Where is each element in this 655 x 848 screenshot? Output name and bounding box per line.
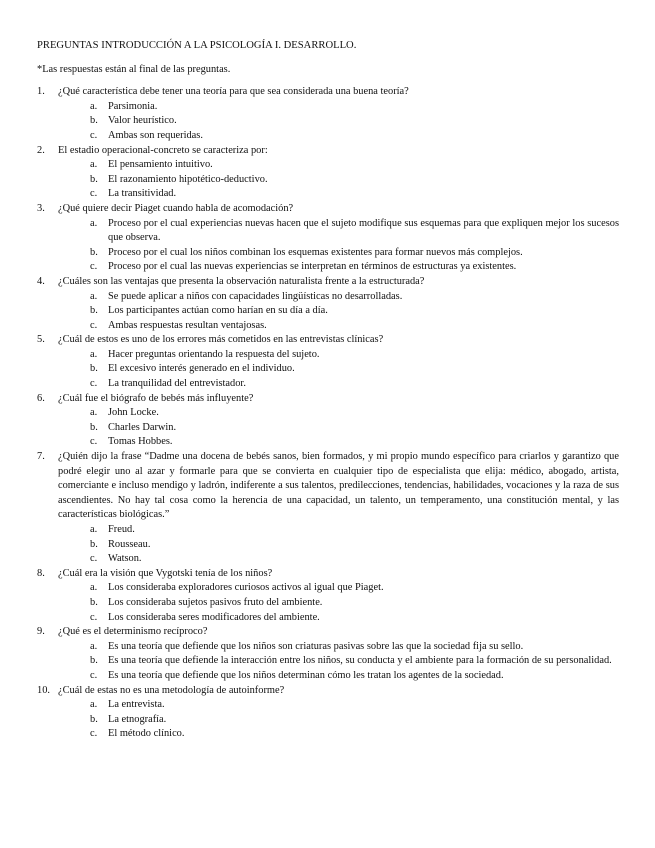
option-text: Los participantes actúan como harían en su día a día. xyxy=(108,305,328,317)
answer-option xyxy=(90,173,619,188)
answer-option xyxy=(90,406,619,421)
question-item xyxy=(37,567,619,625)
question-number: 2. xyxy=(37,144,45,156)
option-letter: a. xyxy=(90,159,98,171)
option-letter: c. xyxy=(90,611,98,623)
option-text: Los consideraba exploradores curiosos activos al igual que Piaget. xyxy=(108,582,384,594)
option-letter: a. xyxy=(90,407,98,419)
answer-option xyxy=(90,260,619,275)
answer-option xyxy=(90,435,619,450)
option-text: El pensamiento intuitivo. xyxy=(108,159,213,171)
answer-option xyxy=(90,669,619,684)
question-item xyxy=(37,392,619,450)
option-letter: b. xyxy=(90,246,98,258)
option-letter: b. xyxy=(90,363,98,375)
answer-option xyxy=(90,421,619,436)
question-item xyxy=(37,275,619,333)
option-letter: a. xyxy=(90,582,98,594)
option-text: La tranquilidad del entrevistador. xyxy=(108,378,246,390)
answer-option xyxy=(90,187,619,202)
option-letter: b. xyxy=(90,115,98,127)
question-item xyxy=(37,625,619,683)
option-letter: c. xyxy=(90,728,98,740)
option-text: Parsimonia. xyxy=(108,100,158,112)
option-letter: a. xyxy=(90,348,98,360)
answer-option xyxy=(90,217,619,246)
option-list xyxy=(58,348,619,392)
question-text: ¿Cuáles son las ventajas que presenta la observación naturalista frente a la estructurada? xyxy=(58,275,425,287)
question-text: ¿Cuál era la visión que Vygotski tenía de los niños? xyxy=(58,567,273,579)
option-letter: c. xyxy=(90,669,98,681)
option-text: Watson. xyxy=(108,553,142,565)
option-list xyxy=(58,523,619,567)
question-list xyxy=(37,85,619,742)
option-text: El razonamiento hipotético-deductivo. xyxy=(108,173,268,185)
option-text: Ambas son requeridas. xyxy=(108,129,203,141)
option-text: Ambas respuestas resultan ventajosas. xyxy=(108,319,267,331)
answer-option xyxy=(90,538,619,553)
option-text: Es una teoría que defiende la interacción entre los niños, su conducta y el ambiente para la formación de su personalidad. xyxy=(108,655,612,667)
question-number: 8. xyxy=(37,567,45,579)
option-letter: b. xyxy=(90,305,98,317)
option-list xyxy=(58,581,619,625)
answer-option xyxy=(90,114,619,129)
option-text: Es una teoría que defiende que los niños son criaturas pasivas sobre las que la sociedad fija su sello. xyxy=(108,640,524,652)
option-letter: b. xyxy=(90,173,98,185)
answer-option xyxy=(90,158,619,173)
question-number: 3. xyxy=(37,202,45,214)
option-text: Proceso por el cual los niños combinan los esquemas existentes para formar nuevos más complejos. xyxy=(108,246,523,258)
answer-option xyxy=(90,713,619,728)
answer-option xyxy=(90,319,619,334)
option-text: Hacer preguntas orientando la respuesta del sujeto. xyxy=(108,348,320,360)
document-title: PREGUNTAS INTRODUCCIÓN A LA PSICOLOGÍA I. DESARROLLO. xyxy=(37,40,357,51)
question-number: 4. xyxy=(37,275,45,287)
answer-option xyxy=(90,129,619,144)
answer-option xyxy=(90,523,619,538)
option-text: La transitividad. xyxy=(108,188,177,200)
question-item xyxy=(37,144,619,202)
option-letter: b. xyxy=(90,538,98,550)
option-letter: a. xyxy=(90,699,98,711)
option-list xyxy=(58,158,619,202)
answer-option xyxy=(90,596,619,611)
question-text: ¿Cuál de estas no es una metodología de autoinforme? xyxy=(58,684,285,696)
question-number: 5. xyxy=(37,334,45,346)
question-number: 7. xyxy=(37,451,45,463)
option-text: La entrevista. xyxy=(108,699,165,711)
option-list xyxy=(58,406,619,450)
option-text: John Locke. xyxy=(108,407,159,419)
question-number: 1. xyxy=(37,86,45,98)
option-letter: a. xyxy=(90,100,98,112)
answer-option xyxy=(90,581,619,596)
option-letter: a. xyxy=(90,640,98,652)
option-letter: c. xyxy=(90,436,98,448)
answer-option xyxy=(90,290,619,305)
option-text: Los consideraba sujetos pasivos fruto del ambiente. xyxy=(108,596,323,608)
option-letter: a. xyxy=(90,524,98,535)
answer-option xyxy=(90,304,619,319)
option-text: Los consideraba seres modificadores del ambiente. xyxy=(108,611,320,623)
answer-option xyxy=(90,727,619,742)
option-letter: a. xyxy=(90,290,98,302)
option-text: Proceso por el cual las nuevas experiencias se interpretan en términos de estructuras ya existentes. xyxy=(108,261,517,273)
question-number: 9. xyxy=(37,626,45,638)
answers-note: *Las respuestas están al final de las preguntas. xyxy=(37,63,231,75)
answer-option xyxy=(90,246,619,261)
question-item xyxy=(37,684,619,742)
answer-option xyxy=(90,362,619,377)
answer-option xyxy=(90,611,619,626)
answer-option xyxy=(90,100,619,115)
option-text: Charles Darwin. xyxy=(108,421,177,433)
option-list xyxy=(58,217,619,275)
answer-option xyxy=(90,348,619,363)
option-letter: b. xyxy=(90,421,98,433)
answer-option xyxy=(90,377,619,392)
option-text: Valor heurístico. xyxy=(108,115,177,127)
option-text: El excesivo interés generado en el individuo. xyxy=(108,363,295,375)
question-text: ¿Cuál fue el biógrafo de bebés más influyente? xyxy=(58,392,254,404)
option-letter: c. xyxy=(90,553,98,565)
option-text: El método clínico. xyxy=(108,728,185,740)
option-letter: c. xyxy=(90,129,98,141)
answer-option xyxy=(90,698,619,713)
answer-option xyxy=(90,552,619,567)
option-text: Proceso por el cual experiencias nuevas hacen que el sujeto modifique sus esquemas para que expliquen mejor los sucesos que observa. xyxy=(108,217,619,244)
question-number: 6. xyxy=(37,392,45,404)
answer-option xyxy=(90,654,619,669)
option-text: Se puede aplicar a niños con capacidades lingüísticas no desarrolladas. xyxy=(108,290,403,302)
question-number: 10. xyxy=(37,684,50,696)
option-letter: b. xyxy=(90,655,98,667)
option-letter: c. xyxy=(90,319,98,331)
answer-option xyxy=(90,640,619,655)
option-list xyxy=(58,100,619,144)
option-letter: c. xyxy=(90,378,98,390)
question-item xyxy=(37,450,619,567)
option-letter: a. xyxy=(90,217,98,229)
option-text: La etnografía. xyxy=(108,713,167,725)
option-text: Es una teoría que defiende que los niños determinan cómo les tratan los agentes de la sociedad. xyxy=(108,669,504,681)
option-list xyxy=(58,290,619,334)
question-text: ¿Qué quiere decir Piaget cuando habla de acomodación? xyxy=(58,202,294,214)
option-text: Tomas Hobbes. xyxy=(108,436,173,448)
option-list xyxy=(58,698,619,742)
option-letter: c. xyxy=(90,261,98,273)
question-text: ¿Qué característica debe tener una teoría para que sea considerada una buena teoría? xyxy=(58,86,409,98)
option-text: Freud. xyxy=(108,524,135,535)
option-letter: b. xyxy=(90,713,98,725)
question-item xyxy=(37,85,619,143)
question-text: ¿Cuál de estos es uno de los errores más cometidos en las entrevistas clínicas? xyxy=(58,334,384,346)
question-item xyxy=(37,202,619,275)
question-item xyxy=(37,333,619,391)
option-text: Rousseau. xyxy=(108,538,151,550)
question-text: ¿Quién dijo la frase “Dadme una docena de bebés sanos, bien formados, y mi propio mundo específico para criarlos y garantizo que podré elegir uno al azar y formarle para que se convierta en cualquier tipo de especialista que elija: médico, abogado, artista, comerciante e incluso mendigo y ladrón, indiferente a sus talentos, predilecciones, tendencias, habilidades, vocaciones y la raza de sus ascendientes. No hay tal cosa como la herencia de una capacidad, un talento, un temperamento, una constitución mental, y las características biológicas.” xyxy=(58,451,619,521)
option-letter: c. xyxy=(90,188,98,200)
option-letter: b. xyxy=(90,596,98,608)
question-text: El estadio operacional-concreto se caracteriza por: xyxy=(58,144,268,156)
option-list xyxy=(58,640,619,684)
question-text: ¿Qué es el determinismo recíproco? xyxy=(58,626,208,638)
